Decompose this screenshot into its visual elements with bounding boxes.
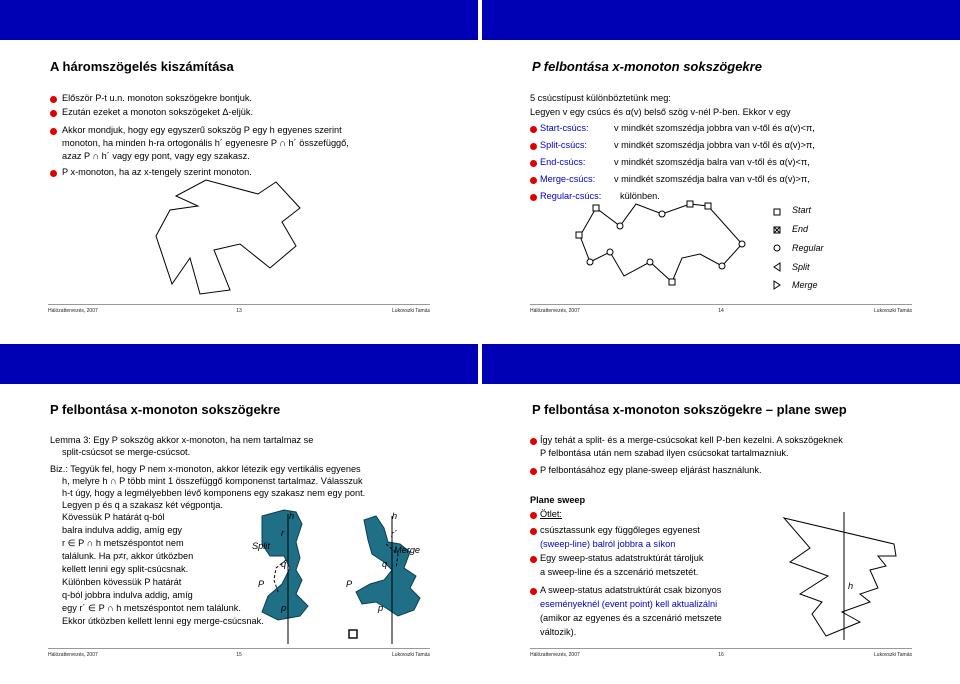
proof-line: egy r´ ∈ P ∩ h metszéspontot nem találunk.	[62, 603, 241, 613]
label-q: q	[382, 559, 388, 569]
legend-end: End	[792, 224, 809, 234]
slide-15	[0, 344, 478, 684]
bullet-text: monoton, ha minden h-ra ortogonális h´ egyenesre P ∩ h´ összefüggő,	[62, 138, 349, 148]
item-text: (sweep-line) balról jobbra a síkon	[540, 539, 676, 549]
slide-title: P felbontása x-monoton sokszögekre – plane swep	[532, 402, 847, 417]
page-number: 16	[718, 652, 724, 658]
item-text: A sweep-status adatstruktúrát csak bizonyos	[540, 585, 722, 595]
type-name: End-csúcs:	[540, 157, 586, 167]
page-number: 14	[718, 308, 724, 314]
footer-left: Hálózattervezés, 2007	[530, 308, 580, 314]
label-h: h	[289, 511, 295, 521]
label-p: p	[281, 603, 287, 613]
footer-rule	[48, 648, 430, 649]
label-r: r	[281, 528, 285, 538]
type-desc: v mindkét szomszédja balra van v-től és α(v)>π,	[614, 174, 810, 184]
lemma-line: Lemma 3: Egy P sokszög akkor x-monoton, ha nem tartalmaz se	[50, 435, 314, 445]
label-q: q	[281, 559, 287, 569]
proof-line: Legyen p és q a szakasz két végpontja.	[62, 500, 223, 510]
type-desc: v mindkét szomszédja jobbra van v-től és α(v)>π,	[614, 140, 815, 150]
item-text: változik).	[540, 627, 577, 637]
idea-label: Ötlet:	[540, 509, 562, 519]
type-desc: v mindkét szomszédja balra van v-től és α(v)<π,	[614, 157, 810, 167]
proof-line: q-ból jobbra indulva addig, amíg	[62, 590, 193, 600]
slide-title: A háromszögelés kiszámítása	[50, 59, 234, 74]
bullet-text: azaz P ∩ h´ vagy egy pont, vagy egy szakasz.	[62, 151, 250, 161]
bullet-text: Ezután ezeket a monoton sokszögeket Δ-eljük.	[62, 107, 254, 117]
type-name: Split-csúcs:	[540, 140, 587, 150]
type-desc: különben.	[620, 191, 660, 201]
intro-line: 5 csúcstípust különböztetünk meg:	[530, 93, 671, 103]
proof-line: Biz.: Tegyük fel, hogy P nem x-monoton, akkor létezik egy vertikális egyenes	[50, 464, 361, 474]
proof-line: h, melyre h ∩ P több mint 1 összefüggő komponenst tartalmaz. Válasszuk	[62, 476, 363, 486]
proof-line: r ∈ P ∩ h metszéspontot nem	[62, 538, 184, 548]
legend-merge: Merge	[792, 280, 818, 290]
label-p: p	[378, 603, 384, 613]
item-text: Egy sweep-status adatstruktúrát tároljuk	[540, 553, 704, 563]
footer-rule	[48, 304, 430, 305]
footer-rule	[530, 648, 912, 649]
bullet-text: P x-monoton, ha az x-tengely szerint monoton.	[62, 167, 252, 177]
bullet-text: P felbontásához egy plane-sweep eljárást használunk.	[540, 465, 762, 475]
proof-line: Különben kövessük P határát	[62, 577, 182, 587]
page-number: 13	[236, 308, 242, 314]
legend-start: Start	[792, 205, 812, 215]
bullet-text: P felbontása után nem szabad ilyen csúcsokat tartalmazniuk.	[540, 448, 789, 458]
footer-rule	[530, 304, 912, 305]
footer-right: Lukovszki Tamás	[392, 652, 430, 658]
lemma-line: split-csúcsot se merge-csúcsot.	[62, 447, 191, 457]
proof-line: találunk. Ha p≠r, akkor útközben	[62, 551, 194, 561]
bullet-text: Először P-t u.n. monoton sokszögekre bontjuk.	[62, 93, 252, 103]
merge-proof-figure	[0, 344, 478, 684]
proof-line: balra indulva addig, amíg egy	[62, 525, 183, 535]
slide-13	[0, 0, 478, 340]
monotone-polygon-figure	[0, 0, 478, 340]
bullet-text: Akkor mondjuk, hogy egy egyszerű sokszög P egy h egyenes szerint	[62, 125, 342, 135]
plane-sweep-figure	[482, 344, 960, 684]
legend-split: Split	[792, 262, 810, 272]
label-r-prime: r´	[391, 529, 398, 539]
slide-title: P felbontása x-monoton sokszögekre	[532, 59, 762, 74]
type-name: Start-csúcs:	[540, 123, 589, 133]
label-P: P	[258, 579, 265, 589]
footer-right: Lukovszki Tamás	[874, 308, 912, 314]
item-text: eseményeknél (event point) kell aktualizálni	[540, 599, 718, 609]
proof-line: Ekkor útközben kellett lenni egy merge-csúcsnak.	[62, 616, 264, 626]
item-text: csúsztassunk egy függőleges egyenest	[540, 525, 700, 535]
type-name: Merge-csúcs:	[540, 174, 596, 184]
slide-title: P felbontása x-monoton sokszögekre	[50, 402, 281, 417]
label-P: P	[346, 579, 353, 589]
proof-line: h-t úgy, hogy a legmélyebben lévő komponens egy szakasz nem egy pont.	[62, 488, 366, 498]
legend-regular: Regular	[792, 243, 824, 253]
item-text: a sweep-line és a szcenárió metszetét.	[540, 567, 699, 577]
footer-right: Lukovszki Tamás	[392, 308, 430, 314]
footer-right: Lukovszki Tamás	[874, 652, 912, 658]
intro-line: Legyen v egy csúcs és α(v) belső szög v-nél P-ben. Ekkor v egy	[530, 107, 791, 117]
footer-left: Hálózattervezés, 2007	[48, 308, 98, 314]
label-h: h	[392, 511, 398, 521]
type-desc: v mindkét szomszédja jobbra van v-től és α(v)<π,	[614, 123, 815, 133]
proof-line: Kövessük P határát q-ból	[62, 512, 165, 522]
label-h: h	[848, 581, 854, 591]
label-merge: Merge	[394, 545, 421, 555]
footer-left: Hálózattervezés, 2007	[48, 652, 98, 658]
label-split: Split	[252, 541, 270, 551]
plane-sweep-heading: Plane sweep	[530, 495, 586, 505]
page-number: 15	[236, 652, 242, 658]
item-text: (amikor az egyenes és a szcenárió metszete	[540, 613, 722, 623]
footer-left: Hálózattervezés, 2007	[530, 652, 580, 658]
bullet-text: Így tehát a split- és a merge-csúcsokat kell P-ben kezelni. A sokszögeknek	[540, 435, 843, 445]
vertex-types-figure	[482, 0, 960, 340]
slide-14	[482, 0, 960, 340]
proof-line: kellett lenni egy split-csúcsnak.	[62, 564, 189, 574]
type-name: Regular-csúcs:	[540, 191, 602, 201]
slide-16	[482, 344, 960, 684]
